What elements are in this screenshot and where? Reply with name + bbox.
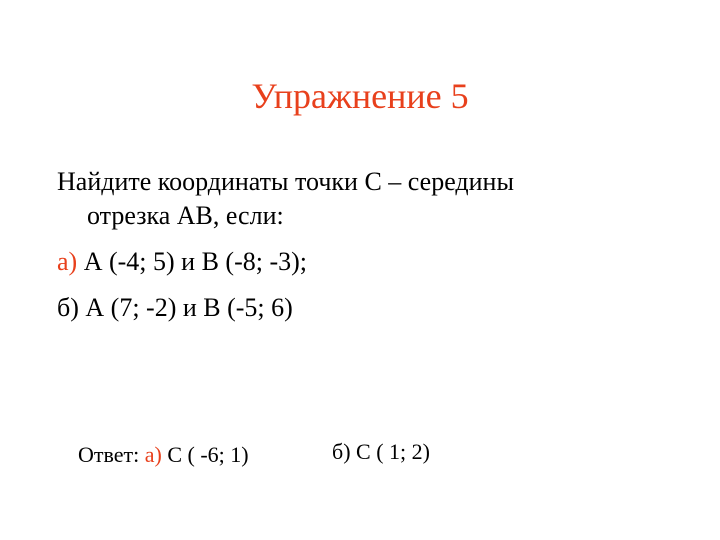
problem-line-1: Найдите координаты точки С – середины [57, 167, 514, 196]
problem-line-2: отрезка АВ, если: [87, 201, 284, 230]
problem-statement [57, 165, 657, 325]
answer-a [78, 440, 249, 470]
problem-part-b: б) А (7; -2) и В (-5; 6) [57, 293, 293, 322]
answer-a-text: С ( -6; 1) [161, 442, 249, 467]
part-a-text: А (-4; 5) и В (-8; -3); [77, 247, 308, 276]
answer-a-label: а) [144, 442, 162, 467]
problem-part-a [57, 245, 657, 279]
slide-title: Упражнение 5 [251, 76, 469, 116]
part-a-label: а) [57, 247, 78, 276]
answer-prefix: Ответ: [78, 442, 145, 467]
answer-b: б) С ( 1; 2) [332, 439, 430, 464]
